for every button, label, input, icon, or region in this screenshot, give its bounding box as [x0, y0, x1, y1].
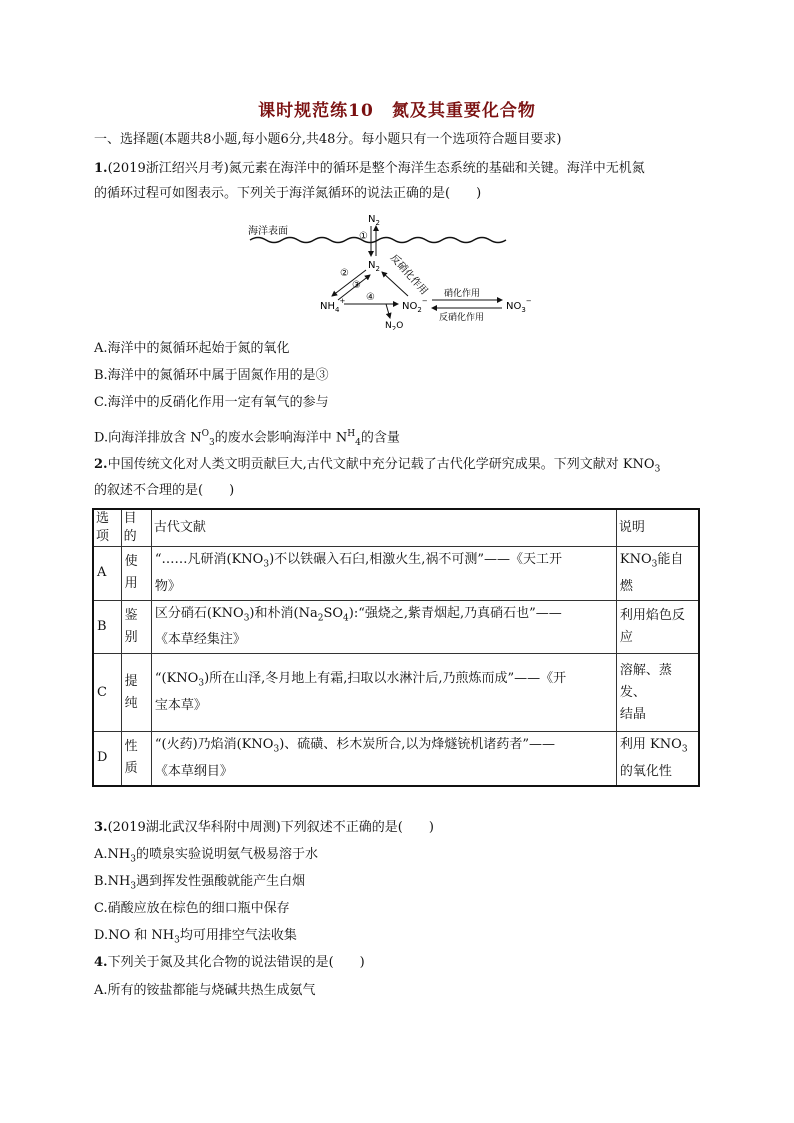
q4-option-a: A.所有的铵盐都能与烧碱共热生成氨气: [94, 983, 316, 998]
row-b-text: 区分硝石$(KNO_3)$和朴消$(Na_2SO_4):“$强烧之,紫青烟起,乃真硝石也”—— 《本草经集注》: [151, 600, 616, 654]
row-c-purpose: 提纯: [121, 654, 151, 732]
step3-label: ③: [352, 280, 361, 291]
q3-option-a: $A.NH_3$的喷泉实验说明氨气极易溶于水: [94, 847, 318, 865]
header-note: 说明: [616, 509, 699, 547]
q3-option-b: $B.NH_3$遇到挥发性强酸就能产生白烟: [94, 874, 306, 892]
row-a-text: “……凡研消$(KNO_3)$不以铁碾入石臼,相激火生,祸不可测”——《天工开 物》: [151, 547, 616, 601]
denitrification-diagonal-label: 反硝化作用: [387, 252, 430, 298]
row-d-purpose: 性质: [121, 732, 151, 786]
n2o-label: $N_2O$: [385, 321, 404, 330]
q1-option-a: A.海洋中的氮循环起始于氮的氧化: [94, 341, 290, 356]
no2-label: $NO_2^-$: [402, 297, 428, 314]
q1-option-d: D.向海洋排放含 $N^O_3$的废水会影响海洋中 $N^H_4$的含量: [94, 429, 400, 448]
n2-mid-label: $N_2$: [368, 260, 380, 273]
sea-surface-label: 海洋表面: [248, 226, 288, 237]
section-heading: 一、选择题(本题共8小题,每小题6分,共48分。每小题只有一个选项符合题目要求): [94, 132, 562, 147]
no3-label: $NO_3^-$: [506, 297, 532, 314]
q1-stem-line1: [94, 159, 645, 179]
table-row: [93, 600, 699, 654]
n2-top-label: $N_2$: [368, 214, 380, 227]
q3-stem: 3.(2019湖北武汉华科附中周测)下列叙述不正确的是( ): [94, 820, 434, 835]
q1-option-c: C.海洋中的反硝化作用一定有氧气的参与: [94, 395, 329, 410]
q3-number: 3.: [94, 820, 108, 835]
table-row: [93, 654, 699, 732]
q2-stem-line1: 2.中国传统文化对人类文明贡献巨大,古代文献中充分记载了古代化学研究成果。下列文献对 $KNO_3$: [94, 457, 661, 475]
step4-label: ④: [366, 292, 375, 303]
table-row: [93, 547, 699, 601]
denitrification-label: 反硝化作用: [439, 313, 485, 323]
step2-label: ②: [340, 268, 349, 279]
q2-number: 2.: [94, 457, 108, 472]
row-d-note: 利用 $KNO_3$ 的氧化性: [616, 732, 699, 786]
row-d-option: D: [93, 732, 121, 786]
row-c-text: “$(KNO_3)$所在山泽,冬月地上有霜,扫取以水淋汁后,乃煎炼而成”——《开 宝本草》: [151, 654, 616, 732]
q1-number: 1.: [94, 161, 108, 176]
row-a-purpose: 使用: [121, 547, 151, 601]
q4-stem: 4.下列关于氮及其化合物的说法错误的是( ): [94, 955, 365, 970]
step1-label: ①: [359, 231, 368, 242]
row-a-option: A: [93, 547, 121, 601]
arrow-to-n2o: [386, 304, 390, 318]
header-purpose: 目的: [121, 509, 151, 547]
row-d-text: “(火药)乃焰消$(KNO_3)$、硫磺、杉木炭所合,以为烽燧铳机诸药者”—— 《本草纲目》: [151, 732, 616, 786]
q2-stem-line2: 的叙述不合理的是( ): [94, 483, 235, 498]
q1-option-b: B.海洋中的氮循环中属于固氮作用的是③: [94, 368, 329, 383]
sea-surface-line: [250, 238, 506, 243]
row-b-option: B: [93, 600, 121, 654]
table-header-row: [93, 509, 699, 547]
q1-stem-text1: (2019浙江绍兴月考)氮元素在海洋中的循环是整个海洋生态系统的基础和关键。海洋中无机氮: [107, 161, 645, 176]
nh4-label: $NH_4^+$: [320, 297, 346, 314]
row-b-note: 利用焰色反 应: [616, 600, 699, 654]
header-option: 选项: [93, 509, 121, 547]
nitrogen-cycle-diagram: [240, 212, 560, 330]
q3-option-c: C.硝酸应放在棕色的细口瓶中保存: [94, 901, 290, 916]
row-c-note: 溶解、蒸 发、 结晶: [616, 654, 699, 732]
header-literature: 古代文献: [151, 509, 616, 547]
literature-table: [92, 508, 700, 787]
row-a-note: $KNO_3$能自燃: [616, 547, 699, 601]
row-c-option: C: [93, 654, 121, 732]
table-row: [93, 732, 699, 786]
q1-stem-line2: 的循环过程可如图表示。下列关于海洋氮循环的说法正确的是( ): [94, 186, 482, 201]
q4-number: 4.: [94, 955, 108, 970]
row-b-purpose: 鉴别: [121, 600, 151, 654]
q3-option-d: D.NO 和 $NH_3$均可用排空气法收集: [94, 928, 297, 946]
nitrification-label: 硝化作用: [444, 289, 481, 299]
page-title: 课时规范练10 氮及其重要化合物: [258, 101, 536, 121]
